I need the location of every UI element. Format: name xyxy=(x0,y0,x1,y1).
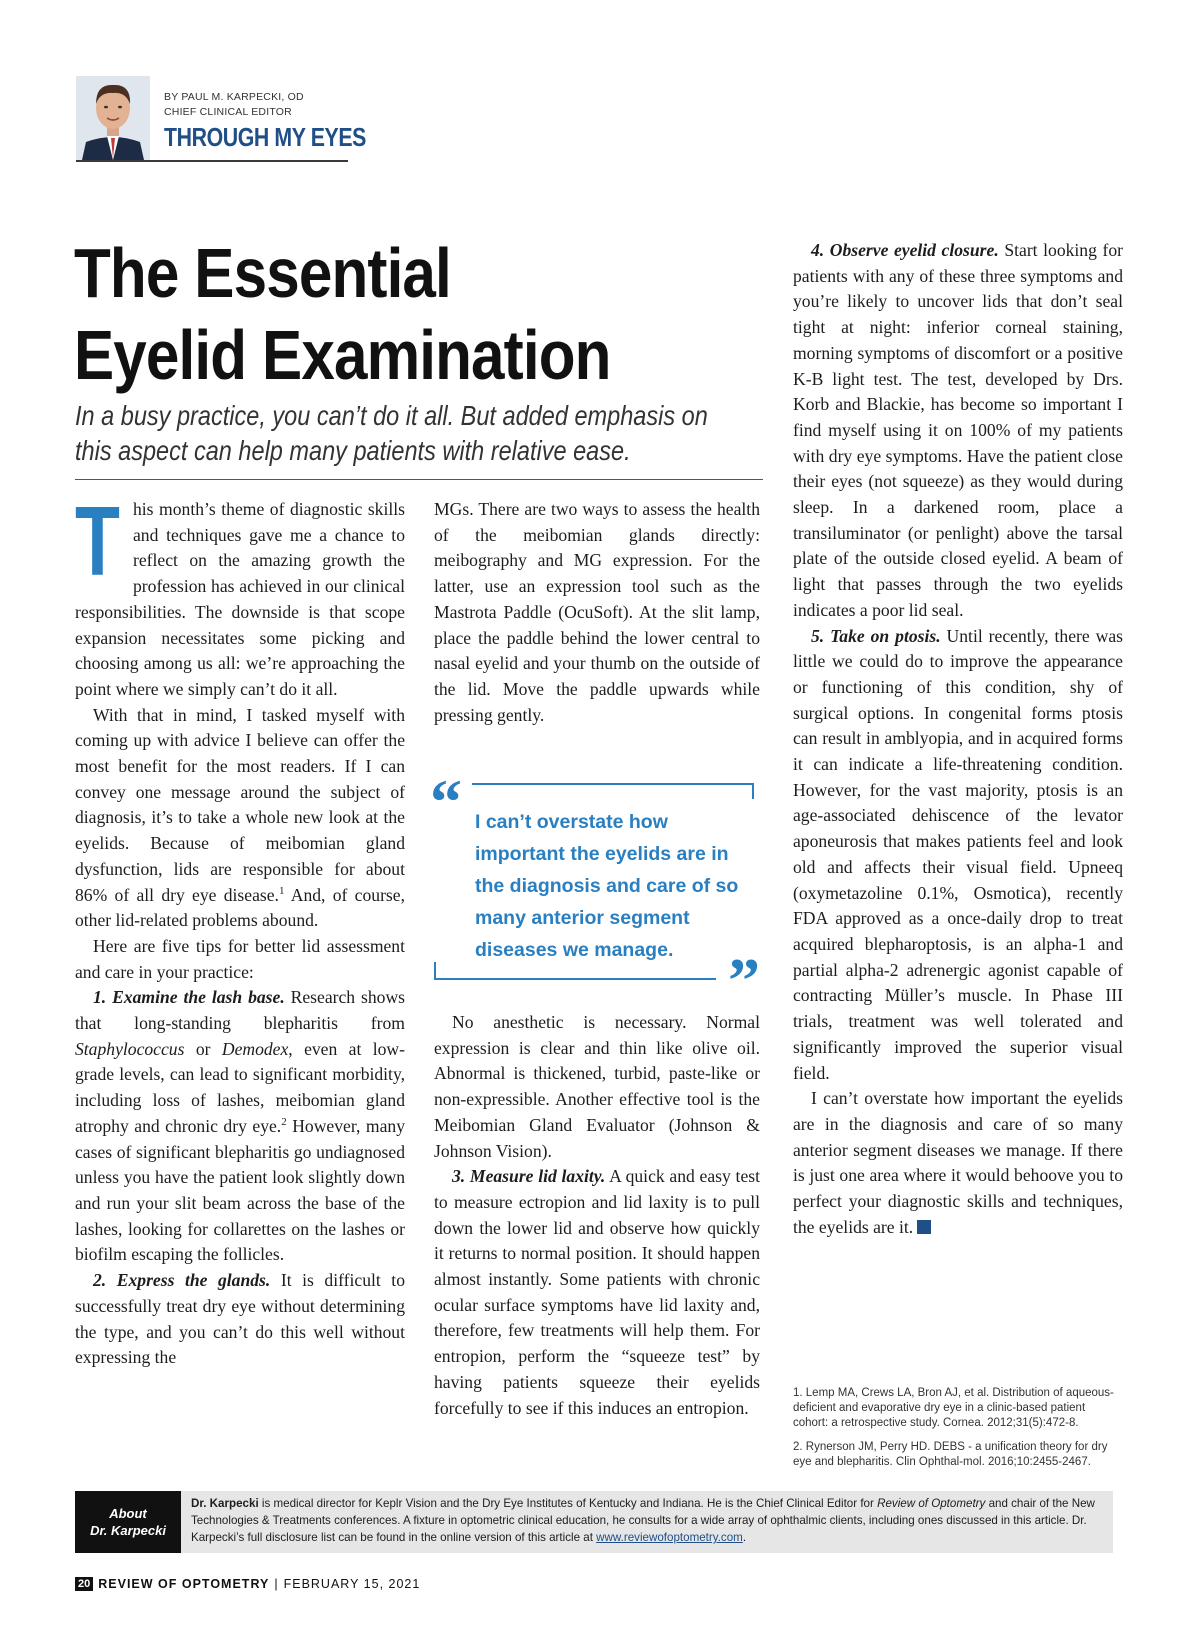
column-2-bottom xyxy=(434,1010,760,1421)
footer-date: FEBRUARY 15, 2021 xyxy=(283,1577,421,1591)
references xyxy=(793,1386,1123,1479)
dek-line-1: In a busy practice, you can’t do it all. But added emphasis on xyxy=(75,400,708,431)
column-3 xyxy=(793,238,1123,1240)
tip-1-or: or xyxy=(184,1038,222,1059)
about-text-b: and chair of the New Technologies & Treatments conferences. A fixture in optometric clinical education, he consults for a wide array of ophthalmic clients, including ones discussed in this article. Dr. Karpecki’s full disclosure list can be found in the online version of this article at xyxy=(191,1497,1095,1544)
p2-text-end: And, of course, other lid-related problems abound. xyxy=(75,884,405,931)
author-portrait-icon xyxy=(76,76,150,160)
tip-2-continued: MGs. There are two ways to assess the health of the meibomian glands directly: meibography and MG expression. For the latter, use an expression tool such as the Mastrota Paddle (OcuSoft). At the slit lamp, place the paddle behind the lower central to nasal eyelid and your thumb on the outside of the lid. Move the paddle upwards while pressing gently. xyxy=(434,499,760,725)
about-label xyxy=(75,1491,181,1553)
pull-quote-bottom-rule xyxy=(434,978,716,980)
paragraph-anesthetic: No anesthetic is necessary. Normal expression is clear and thin like olive oil. Abnormal is thickened, turbid, paste-like or non-expressible. Another effective tool is the Meibomian Gland Evaluator (Johnson & Johnson Vision). xyxy=(434,1012,760,1161)
tip-1-text-b: , even at low-grade levels, can lead to significant morbidity, including loss of lashes, meibomian gland atrophy and chronic dry eye. xyxy=(75,1038,405,1136)
website-link[interactable]: www.reviewofoptometry.com xyxy=(596,1531,743,1544)
paragraph-2 xyxy=(75,703,405,934)
page-number: 20 xyxy=(75,1577,93,1591)
dek-line-2: this aspect can help many patients with relative ease. xyxy=(75,435,631,466)
article-title xyxy=(74,232,667,396)
tip-1-text-a: Research shows that long-standing blepharitis from xyxy=(75,987,405,1034)
demodex-term: Demodex xyxy=(221,1038,289,1059)
intro-text: his month’s theme of diagnostic skills and techniques gave me a chance to reflect on the amazing growth the profession has achieved in our clinical responsibilities. The downside is that scope expansion necessitates some picking and choosing among us all: we’re approaching the point where we simply can’t do it all. xyxy=(75,499,405,699)
tip-3-text: A quick and easy test to measure ectropion and lid laxity is to pull down the lower lid and observe how quickly it returns to normal position. It should happen almost instantly. Some patients with chronic ocular surface symptoms have lid laxity and, therefore, few treatments will help them. For entropion, perform the “squeeze test” by having patients squeeze their eyelids forcefully to see if this induces an entropion. xyxy=(434,1166,760,1418)
author-name: BY PAUL M. KARPECKI, OD xyxy=(164,91,304,103)
title-line-2: Eyelid Examination xyxy=(74,316,611,394)
about-author-name: Dr. Karpecki xyxy=(191,1497,259,1510)
closing-text: I can’t overstate how important the eyelids are in the diagnosis and care of so many anterior segment diseases we manage. If there is just one area where it would behoove you to perfect your diagnostic skills and techniques, the eyelids are it. xyxy=(793,1088,1123,1237)
reference-2: 2. Rynerson JM, Perry HD. DEBS - a unification theory for dry eye and blepharitis. Clin Ophthal-mol. 2016;10:2455-2467. xyxy=(793,1441,1108,1468)
tip-5-label: 5. Take on ptosis. xyxy=(811,625,941,646)
about-author-bio xyxy=(181,1491,1113,1553)
tip-1-text-c: However, many cases of significant blepharitis go undiagnosed unless you have the patient look slightly down and run your slit beam across the base of the lashes, looking for collarettes on the lashes or biofilm escaping the follicles. xyxy=(75,1115,406,1265)
author-photo xyxy=(76,76,150,160)
closing-paragraph xyxy=(793,1086,1123,1240)
tip-1 xyxy=(75,985,405,1268)
byline xyxy=(164,90,304,120)
staphylococcus-term: Staphylococcus xyxy=(75,1038,185,1059)
open-quote-icon: “ xyxy=(430,766,462,837)
pull-quote-top-tick xyxy=(752,783,754,799)
tip-4-label: 4. Observe eyelid closure. xyxy=(811,240,999,260)
column-1 xyxy=(75,486,406,1371)
tip-3-label: 3. Measure lid laxity. xyxy=(452,1166,606,1187)
reference-mark-1[interactable]: 1 xyxy=(278,884,285,897)
tip-1-label: 1. Examine the lash base. xyxy=(93,987,285,1008)
column-name: THROUGH MY EYES xyxy=(164,122,366,152)
about-publication: Review of Optometry xyxy=(877,1497,986,1510)
tip-2 xyxy=(75,1268,405,1371)
tip-2-label: 2. Express the glands. xyxy=(93,1270,271,1291)
tip-3 xyxy=(434,1164,760,1421)
tip-5-text: Until recently, there was little we could do to improve the appearance or functioning of this condition, shy of surgical options. In congenital forms ptosis can result in amblyopia, and in acquired forms it can indicate a life-threatening condition. However, for the vast majority, ptosis is an age-associated dehiscence of the levator aponeurosis that makes patients feel and look old and affects their visual field. Upneeq (oxymetazoline 0.1%, Osmotica), recently FDA approved as a once-daily drop to treat acquired blepharoptosis, is an alpha-1 and partial alpha-2 adrenergic agonist capable of contracting Müller’s muscle. In Phase III trials, treatment was well tolerated and significantly improved the superior visual field. xyxy=(793,625,1123,1083)
author-role: CHIEF CLINICAL EDITOR xyxy=(164,106,292,118)
reference-mark-2[interactable]: 2 xyxy=(281,1116,287,1129)
footer-publication: REVIEW OF OPTOMETRY xyxy=(98,1577,270,1591)
tip-4 xyxy=(793,238,1123,624)
reference-1: 1. Lemp MA, Crews LA, Bron AJ, et al. Distribution of aqueous-deficient and evaporative dry eye in a clinic-based patient cohort: a retrospective study. Cornea. 2012;31(5):472-8. xyxy=(793,1387,1114,1429)
article-dek xyxy=(75,398,722,468)
column-2-top xyxy=(434,497,760,728)
pull-quote-top-rule xyxy=(472,783,754,785)
about-label-line-1: About xyxy=(109,1506,147,1521)
pull-quote-bottom-tick xyxy=(434,962,436,980)
p2-text: With that in mind, I tasked myself with coming up with advice I believe can offer the most benefit for the most readers. If I can convey one message around the subject of diagnosis, it’s to take a whole new look at the eyelids. Because of meibomian gland dysfunction, lids are responsible for about 86% of all dry eye disease. xyxy=(75,704,405,905)
pull-quote: I can’t overstate how important the eyelids are in the diagnosis and care of so many anterior segment diseases we manage. xyxy=(475,811,739,961)
about-label-line-2: Dr. Karpecki xyxy=(90,1523,166,1538)
title-line-1: The Essential xyxy=(74,234,451,312)
paragraph-intro xyxy=(75,486,405,703)
footer-separator: | xyxy=(274,1577,279,1591)
about-text-c: . xyxy=(742,1531,747,1544)
paragraph-3: Here are five tips for better lid assessment and care in your practice: xyxy=(75,935,405,982)
drop-cap: T xyxy=(75,486,120,596)
close-quote-icon: ” xyxy=(728,945,760,1016)
header-divider xyxy=(76,160,348,162)
title-divider xyxy=(75,479,763,480)
about-text-a: is medical director for Keplr Vision and the Dry Eye Institutes of Kentucky and Indiana. He is the Chief Clinical Editor for xyxy=(258,1497,878,1510)
tip-5 xyxy=(793,624,1123,1087)
tip-4-text: Start looking for patients with any of these three symptoms and you’re likely to uncover lids that don’t seal tight at night: inferior corneal staining, morning symptoms of discomfort or a positive K-B light test. The test, developed by Drs. Korb and Blackie, has become so important I find myself using it on 100% of my patients with dry eye symptoms. Have the patient close their eyes (not squeeze) as they would during sleep. In a darkened room, place a transiluminator (or penlight) above the tarsal plate of the outside closed eyelid. A beam of light that passes through the two eyelids indicates a poor lid seal. xyxy=(793,240,1123,620)
page-footer xyxy=(75,1577,420,1591)
end-mark-icon xyxy=(917,1220,931,1234)
tip-2-text: It is difficult to successfully treat dry eye without determining the type, and you can’t do this well without expressing the xyxy=(75,1270,405,1368)
